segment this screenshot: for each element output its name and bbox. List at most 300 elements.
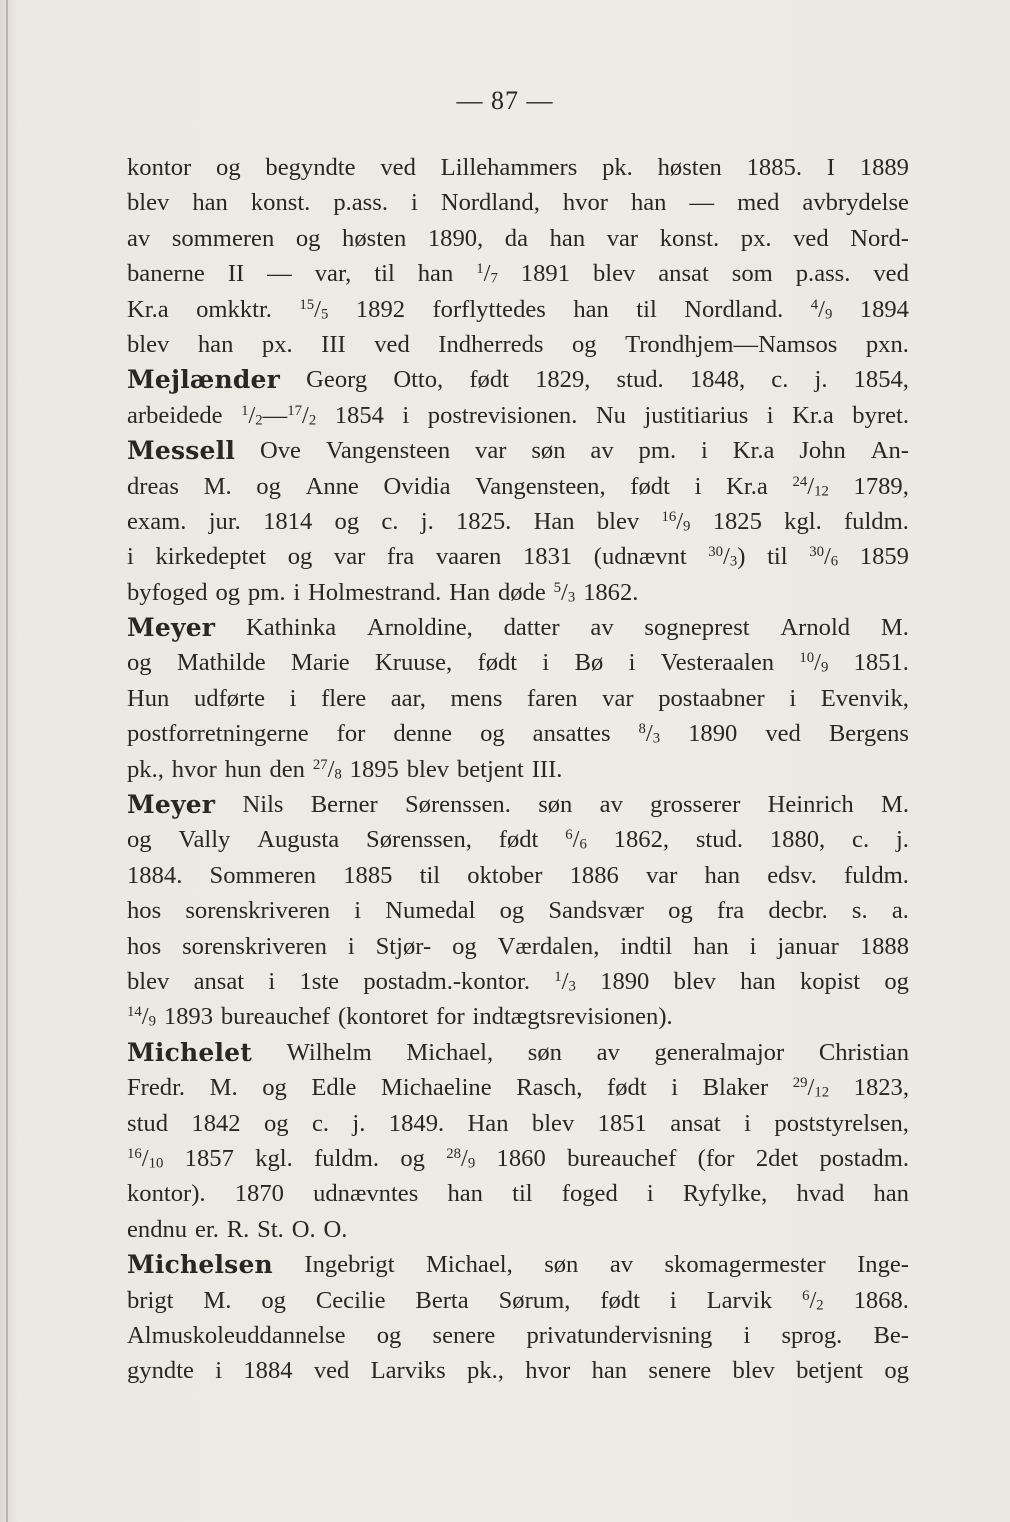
word: Holmestrand. xyxy=(308,578,442,606)
text-line xyxy=(127,1318,909,1353)
word: hvor xyxy=(171,755,217,783)
word: $^{24}/_{12}$ xyxy=(792,472,829,500)
word: var xyxy=(606,224,639,252)
word: $^{16}/_{10}$ xyxy=(127,1144,164,1172)
text-line xyxy=(127,999,909,1034)
word: av xyxy=(599,791,623,819)
word: pm. xyxy=(247,578,286,606)
word: hun xyxy=(224,755,262,783)
word: født xyxy=(498,826,539,854)
word: blev xyxy=(732,1357,775,1385)
word: $^{30}/_3$) xyxy=(708,543,746,571)
word: Evenvik, xyxy=(820,684,909,712)
word: og xyxy=(295,224,321,252)
word: Cecilie xyxy=(315,1286,386,1314)
word: 1849. xyxy=(388,1109,445,1137)
word: pk. xyxy=(602,154,633,181)
word: til xyxy=(512,1180,533,1208)
word: foged xyxy=(561,1180,618,1208)
word: i xyxy=(701,437,708,465)
word: (for xyxy=(697,1144,735,1172)
word: j. xyxy=(420,507,434,535)
word: av xyxy=(590,437,614,465)
word: han xyxy=(417,260,454,288)
word: Sørenssen, xyxy=(366,826,472,854)
word: faren xyxy=(527,684,578,712)
word: i xyxy=(289,684,297,712)
word: mens xyxy=(450,684,503,712)
word: født xyxy=(607,1074,647,1102)
word: (kontoret xyxy=(337,1003,429,1031)
entry-name: Meyer xyxy=(127,613,216,643)
word: sommeren xyxy=(171,224,275,252)
word: i xyxy=(268,967,276,995)
word: $^5/_3$ xyxy=(553,578,576,606)
word: aar, xyxy=(390,684,426,712)
word: generalmajor xyxy=(654,1038,785,1066)
word: Be- xyxy=(873,1321,909,1349)
word: han xyxy=(693,932,729,960)
word: privatundervisning xyxy=(526,1321,713,1349)
word: Bø xyxy=(574,649,604,677)
word: 1854, xyxy=(853,366,909,394)
word: postaabner xyxy=(658,684,765,712)
word: Sandsvær xyxy=(548,897,644,925)
word: Ryfylke, xyxy=(682,1180,768,1208)
text-line xyxy=(127,787,909,822)
text-line xyxy=(127,575,909,610)
word: $^{30}/_6$ xyxy=(809,543,839,571)
word: pk., xyxy=(467,1357,504,1385)
word: avbrydelse xyxy=(802,189,909,217)
word: og xyxy=(256,472,281,500)
word: Otto, xyxy=(393,366,444,394)
word: han xyxy=(873,1180,909,1208)
word: M. xyxy=(880,614,909,642)
word: født xyxy=(469,366,509,394)
word: decbr. xyxy=(768,897,828,925)
word: 1880, xyxy=(769,826,826,854)
word: og xyxy=(452,932,477,960)
word: han xyxy=(591,1357,628,1385)
word: 1814 xyxy=(263,507,313,535)
text-line xyxy=(127,1141,909,1176)
text-line xyxy=(127,469,909,504)
word: for xyxy=(435,1003,465,1031)
word: Bergens xyxy=(828,720,909,748)
word: pxn. xyxy=(865,330,909,358)
word: var xyxy=(645,861,678,889)
word: han xyxy=(192,189,228,217)
word: og xyxy=(376,1321,402,1349)
word: Berner xyxy=(310,791,378,819)
word: blev xyxy=(596,507,640,535)
word: Kr.a xyxy=(726,472,768,500)
word: $^{10}/_9$ xyxy=(799,649,829,677)
word: Kr.a xyxy=(732,437,775,465)
word: $^4/_9$ xyxy=(810,295,833,323)
word: blev xyxy=(127,330,170,358)
text-line xyxy=(127,645,909,680)
word: p.ass. xyxy=(795,260,851,288)
word: konst. xyxy=(250,189,311,217)
word: blev xyxy=(673,967,716,995)
word: M. xyxy=(880,791,909,819)
word: i xyxy=(694,472,702,500)
word: født xyxy=(630,472,670,500)
word: John xyxy=(799,437,846,465)
word: av xyxy=(127,224,151,252)
word: skomagermester xyxy=(664,1251,826,1279)
word: Lillehammers xyxy=(440,154,578,181)
word: Vally xyxy=(178,826,231,854)
word: og xyxy=(571,330,597,358)
word: 1886 xyxy=(569,861,619,889)
word: i xyxy=(347,932,355,960)
word: Mathilde xyxy=(176,649,266,677)
text-line xyxy=(127,1212,909,1247)
text-line xyxy=(127,716,909,751)
text-line xyxy=(127,1283,909,1318)
word: Inge- xyxy=(857,1251,909,1279)
word: O. xyxy=(291,1215,316,1243)
word: og xyxy=(884,1357,909,1385)
word: Arnoldine, xyxy=(366,614,473,642)
word: i xyxy=(127,543,134,571)
word: Hun xyxy=(127,684,170,712)
word: denne xyxy=(393,720,453,748)
word: og xyxy=(127,649,152,677)
word: Nord- xyxy=(850,224,909,252)
word: i xyxy=(542,649,550,677)
text-line xyxy=(127,256,909,291)
word: ansat xyxy=(193,967,245,995)
word: søn xyxy=(538,791,573,819)
word: 1889 xyxy=(859,154,909,181)
word: forflyttedes xyxy=(432,295,546,323)
text-line xyxy=(127,1353,909,1388)
word: kontor). xyxy=(127,1180,206,1208)
word: 1870 xyxy=(234,1180,284,1208)
word: Ovidia xyxy=(383,472,451,500)
word: $^{29}/_{12}$ xyxy=(792,1074,830,1102)
word: ansattes xyxy=(532,720,611,748)
word: og xyxy=(261,1286,286,1314)
text-line xyxy=(127,327,909,362)
text-line xyxy=(127,221,909,256)
word: Berta xyxy=(415,1286,469,1314)
word: M. xyxy=(203,472,232,500)
word: Blaker xyxy=(702,1074,769,1102)
word: flere xyxy=(321,684,367,712)
text-line xyxy=(127,1106,909,1141)
word: hvad xyxy=(796,1180,845,1208)
word: han xyxy=(630,189,667,217)
word: var xyxy=(475,437,507,465)
word: Fredr. xyxy=(127,1074,186,1102)
word: Edle xyxy=(311,1074,357,1102)
word: $^1/_7$ xyxy=(476,260,498,288)
word: c. xyxy=(381,507,399,535)
word: for xyxy=(336,720,366,748)
word: — xyxy=(689,189,715,217)
word: i xyxy=(671,1074,679,1102)
word: ved xyxy=(313,1357,350,1385)
word: stud. xyxy=(616,366,664,394)
word: han xyxy=(549,224,586,252)
word: født xyxy=(477,649,518,677)
word: 1894 xyxy=(859,295,909,323)
word: s. xyxy=(851,897,868,925)
word: Rasch, xyxy=(516,1074,583,1102)
word: $^1/_2—^{17}/_2$ xyxy=(241,401,317,429)
word: 1859 xyxy=(859,543,909,571)
word: og xyxy=(216,154,241,181)
word: postadm. xyxy=(819,1144,909,1172)
word: $^1/_3$ xyxy=(554,967,576,995)
word: hvor xyxy=(562,189,608,217)
word: px. xyxy=(740,224,772,252)
word: ved xyxy=(374,330,410,358)
word: Han xyxy=(449,578,491,606)
word: i xyxy=(628,649,636,677)
word: 1892 xyxy=(355,295,406,323)
word: sogneprest xyxy=(644,614,750,642)
word: Larviks xyxy=(370,1357,446,1385)
word: udnævntes xyxy=(313,1180,419,1208)
word: var, xyxy=(314,260,352,288)
word: han xyxy=(447,1180,483,1208)
text-line xyxy=(127,433,909,468)
word: og xyxy=(884,967,909,995)
word: $^6/_2$ xyxy=(802,1286,824,1314)
word: udførte xyxy=(193,684,265,712)
word: kopist xyxy=(799,967,861,995)
text-line xyxy=(127,504,909,539)
word: 1ste xyxy=(299,967,340,995)
word: i xyxy=(749,932,757,960)
word: til xyxy=(419,861,441,889)
word: søn xyxy=(531,437,566,465)
word: fuldm. xyxy=(844,861,909,889)
word: av xyxy=(590,614,614,642)
word: Wilhelm xyxy=(286,1038,372,1066)
word: høsten xyxy=(657,154,722,181)
word: j. xyxy=(895,826,909,854)
word: han xyxy=(197,330,234,358)
text-line xyxy=(127,1176,909,1211)
word: j. xyxy=(352,1109,366,1137)
text-line xyxy=(127,292,909,327)
word: 1825. xyxy=(455,507,512,535)
word: hvor xyxy=(525,1357,571,1385)
entry-name: Michelet xyxy=(127,1037,253,1067)
word: 1854 xyxy=(334,401,384,429)
word: ansat xyxy=(670,1109,721,1137)
word: fuldm. xyxy=(314,1144,379,1172)
word: 1888 xyxy=(859,932,909,960)
word: 1885. xyxy=(746,154,802,181)
word: justitiarius xyxy=(644,401,749,429)
word: — xyxy=(267,260,292,288)
word: og xyxy=(334,507,360,535)
word: 1890 xyxy=(688,720,738,748)
word: da xyxy=(504,224,529,252)
word: 1893 xyxy=(163,1003,214,1031)
word: kontor xyxy=(127,154,192,181)
word: 1848, xyxy=(689,366,746,394)
text-line xyxy=(127,681,909,716)
word: bureauchef xyxy=(220,1003,331,1031)
word: kgl. xyxy=(784,507,822,535)
word: Georg xyxy=(306,366,368,394)
word: og xyxy=(480,720,505,748)
word: han xyxy=(573,295,609,323)
word: Marie xyxy=(290,649,350,677)
word: banerne xyxy=(127,260,205,288)
word: $^{14}/_9$ xyxy=(127,1003,156,1031)
word: Han xyxy=(467,1109,509,1137)
word: $^8/_3$ xyxy=(638,720,661,748)
word: stud. xyxy=(695,826,744,854)
word: blev xyxy=(592,260,636,288)
word: ved xyxy=(765,720,801,748)
word: sorenskriveren xyxy=(185,897,331,925)
word: søn xyxy=(544,1251,579,1279)
word: Christian xyxy=(818,1038,909,1066)
word: omkktr. xyxy=(196,295,272,323)
text-line xyxy=(127,185,909,220)
word: $^{27}/_8$ xyxy=(312,755,342,783)
word: Kr.a xyxy=(792,401,834,429)
word: Vangensteen xyxy=(325,437,451,465)
word: i xyxy=(789,684,797,712)
word: Trondhjem—Namsos xyxy=(625,330,838,358)
word: søn xyxy=(527,1038,562,1066)
word: $^{28}/_9$ xyxy=(446,1144,476,1172)
word: i xyxy=(402,401,410,429)
word: i xyxy=(744,1109,751,1137)
word: $^{15}/_5$ xyxy=(299,295,329,323)
text-line xyxy=(127,822,909,857)
word: Nils xyxy=(242,791,284,819)
text-line xyxy=(127,150,909,185)
word: I xyxy=(826,154,835,181)
word: Larvik xyxy=(706,1286,773,1314)
word: født xyxy=(600,1286,640,1314)
word: og xyxy=(215,578,241,606)
text-line xyxy=(127,964,909,999)
word: poststyrelsen, xyxy=(774,1109,909,1137)
word: 1789, xyxy=(853,472,909,500)
page-number: — 87 — xyxy=(456,86,554,115)
text-line xyxy=(127,1035,909,1070)
word: byfoged xyxy=(127,578,208,606)
word: Vesteraalen xyxy=(660,649,775,677)
word: 1884 xyxy=(243,1357,293,1385)
word: c. xyxy=(311,1109,330,1137)
word: endnu xyxy=(127,1215,188,1243)
word: brigt xyxy=(127,1286,174,1314)
word: sprog. xyxy=(781,1321,843,1349)
word: 1890 xyxy=(600,967,650,995)
word: og xyxy=(668,897,693,925)
word: i xyxy=(354,897,362,925)
entry-name: Meyer xyxy=(127,790,216,820)
word: av xyxy=(596,1038,620,1066)
word: og xyxy=(127,826,152,854)
word: av xyxy=(609,1251,634,1279)
word: i xyxy=(766,401,774,429)
word: i xyxy=(743,1321,751,1349)
word: i xyxy=(293,578,301,606)
word: 1890, xyxy=(427,224,484,252)
word: høsten xyxy=(342,224,407,252)
word: januar xyxy=(777,932,839,960)
word: St. xyxy=(257,1215,284,1243)
word: Heinrich xyxy=(767,791,854,819)
word: $^6/_6$ xyxy=(565,826,587,854)
word: blev xyxy=(127,189,170,217)
word: senere xyxy=(432,1321,496,1349)
word: p.ass. xyxy=(333,189,388,217)
word: Nordland, xyxy=(440,189,540,217)
entry-name: Messell xyxy=(127,436,236,466)
word: Anne xyxy=(305,472,359,500)
word: 1884. xyxy=(127,861,183,889)
word: hos xyxy=(127,932,162,960)
word: og xyxy=(287,543,313,571)
word: 1851. xyxy=(853,649,909,677)
word: Vangensteen, xyxy=(475,472,606,500)
word: 1825 xyxy=(712,507,762,535)
word: betjent xyxy=(456,755,524,783)
word: i xyxy=(410,189,418,217)
word: M. xyxy=(203,1286,232,1314)
word: ved xyxy=(873,260,909,288)
word: han xyxy=(740,967,776,995)
word: dreas xyxy=(127,472,179,500)
word: 1860 xyxy=(496,1144,546,1172)
word: a. xyxy=(891,897,909,925)
word: px. xyxy=(261,330,293,358)
word: var xyxy=(602,684,634,712)
word: Ove xyxy=(259,437,301,465)
word: pk., xyxy=(127,755,164,783)
word: postforretningerne xyxy=(127,720,309,748)
text-line xyxy=(127,858,909,893)
word: 1842 xyxy=(191,1109,241,1137)
word: arbeidede xyxy=(127,401,223,429)
word: konst. xyxy=(659,224,720,252)
word: begyndte xyxy=(265,154,356,181)
word: jur. xyxy=(208,507,241,535)
word: gyndte xyxy=(127,1357,194,1385)
word: og xyxy=(263,1109,289,1137)
word: blev xyxy=(531,1109,575,1137)
word: og xyxy=(262,1074,287,1102)
text-line xyxy=(127,539,909,574)
word: Numedal xyxy=(385,897,476,925)
word: 1862, xyxy=(613,826,670,854)
word: fra xyxy=(716,897,745,925)
word: bureauchef xyxy=(567,1144,677,1172)
word: Nu xyxy=(595,401,626,429)
word: 1829, xyxy=(535,366,591,394)
word: pm. xyxy=(638,437,677,465)
word: Nordland. xyxy=(684,295,784,323)
entry-name: Michelsen xyxy=(127,1250,273,1280)
